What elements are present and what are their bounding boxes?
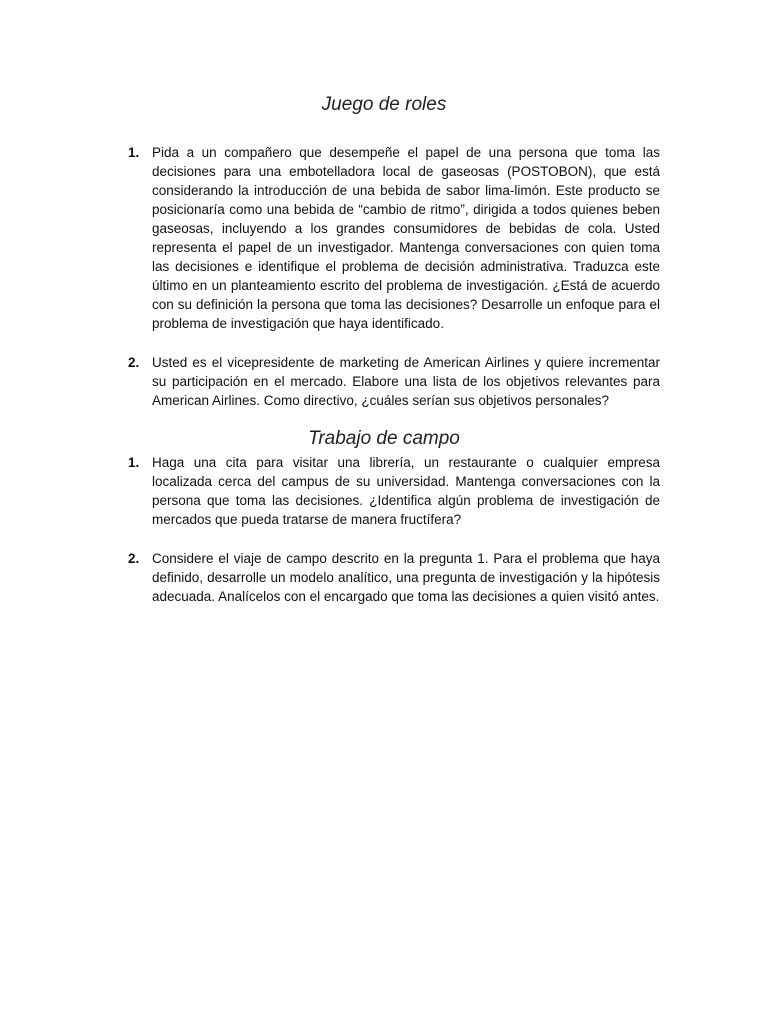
list-item — [0, 353, 768, 410]
question-number: 1. — [128, 455, 140, 470]
section-title-trabajo-de-campo: Trabajo de campo — [308, 428, 460, 449]
question-text: Haga una cita para visitar una librería, un restaurante o cualquier empresa localizada cerca del campus de su universidad. Mantenga conversaciones con la persona que toma las decisiones. ¿Identifica algún problema de investigación de mercados que pueda tratarse de manera fructífera? — [152, 455, 660, 527]
question-number: 2. — [128, 355, 140, 370]
list-item — [0, 453, 768, 529]
question-text: Considere el viaje de campo descrito en la pregunta 1. Para el problema que haya definido, desarrolle un modelo analítico, una pregunta de investigación y la hipótesis adecuada. Analícelos con el encargado que toma las decisiones a quien visitó antes. — [152, 551, 660, 604]
question-list-juego-de-roles — [0, 143, 768, 430]
question-text: Pida a un compañero que desempeñe el papel de una persona que toma las decisiones para una embotelladora local de gaseosas (POSTOBON), que está considerando la introducción de una bebida de sabor lima-limón. Este producto se posicionaría como una bebida de “cambio de ritmo”, dirigida a todos quienes beben gaseosas, incluyendo a los grandes consumidores de bebidas de cola. Usted representa el papel de un investigador. Mantenga conversaciones con quien toma las decisiones e identifique el problema de decisión administrativa. Traduzca este último en un planteamiento escrito del problema de investigación. ¿Está de acuerdo con su definición la persona que toma las decisiones? Desarrolle un enfoque para el problema de investigación que haya identificado. — [152, 145, 660, 331]
question-number: 1. — [128, 145, 140, 160]
question-text: Usted es el vicepresidente de marketing de American Airlines y quiere incrementar su participación en el mercado. Elabore una lista de los objetivos relevantes para American Airlines. Como directivo, ¿cuáles serían sus objetivos personales? — [152, 355, 660, 408]
list-item — [0, 143, 768, 333]
question-number: 2. — [128, 551, 140, 566]
section-title-juego-de-roles: Juego de roles — [321, 94, 447, 115]
list-item — [0, 549, 768, 606]
question-list-trabajo-de-campo — [0, 453, 768, 626]
